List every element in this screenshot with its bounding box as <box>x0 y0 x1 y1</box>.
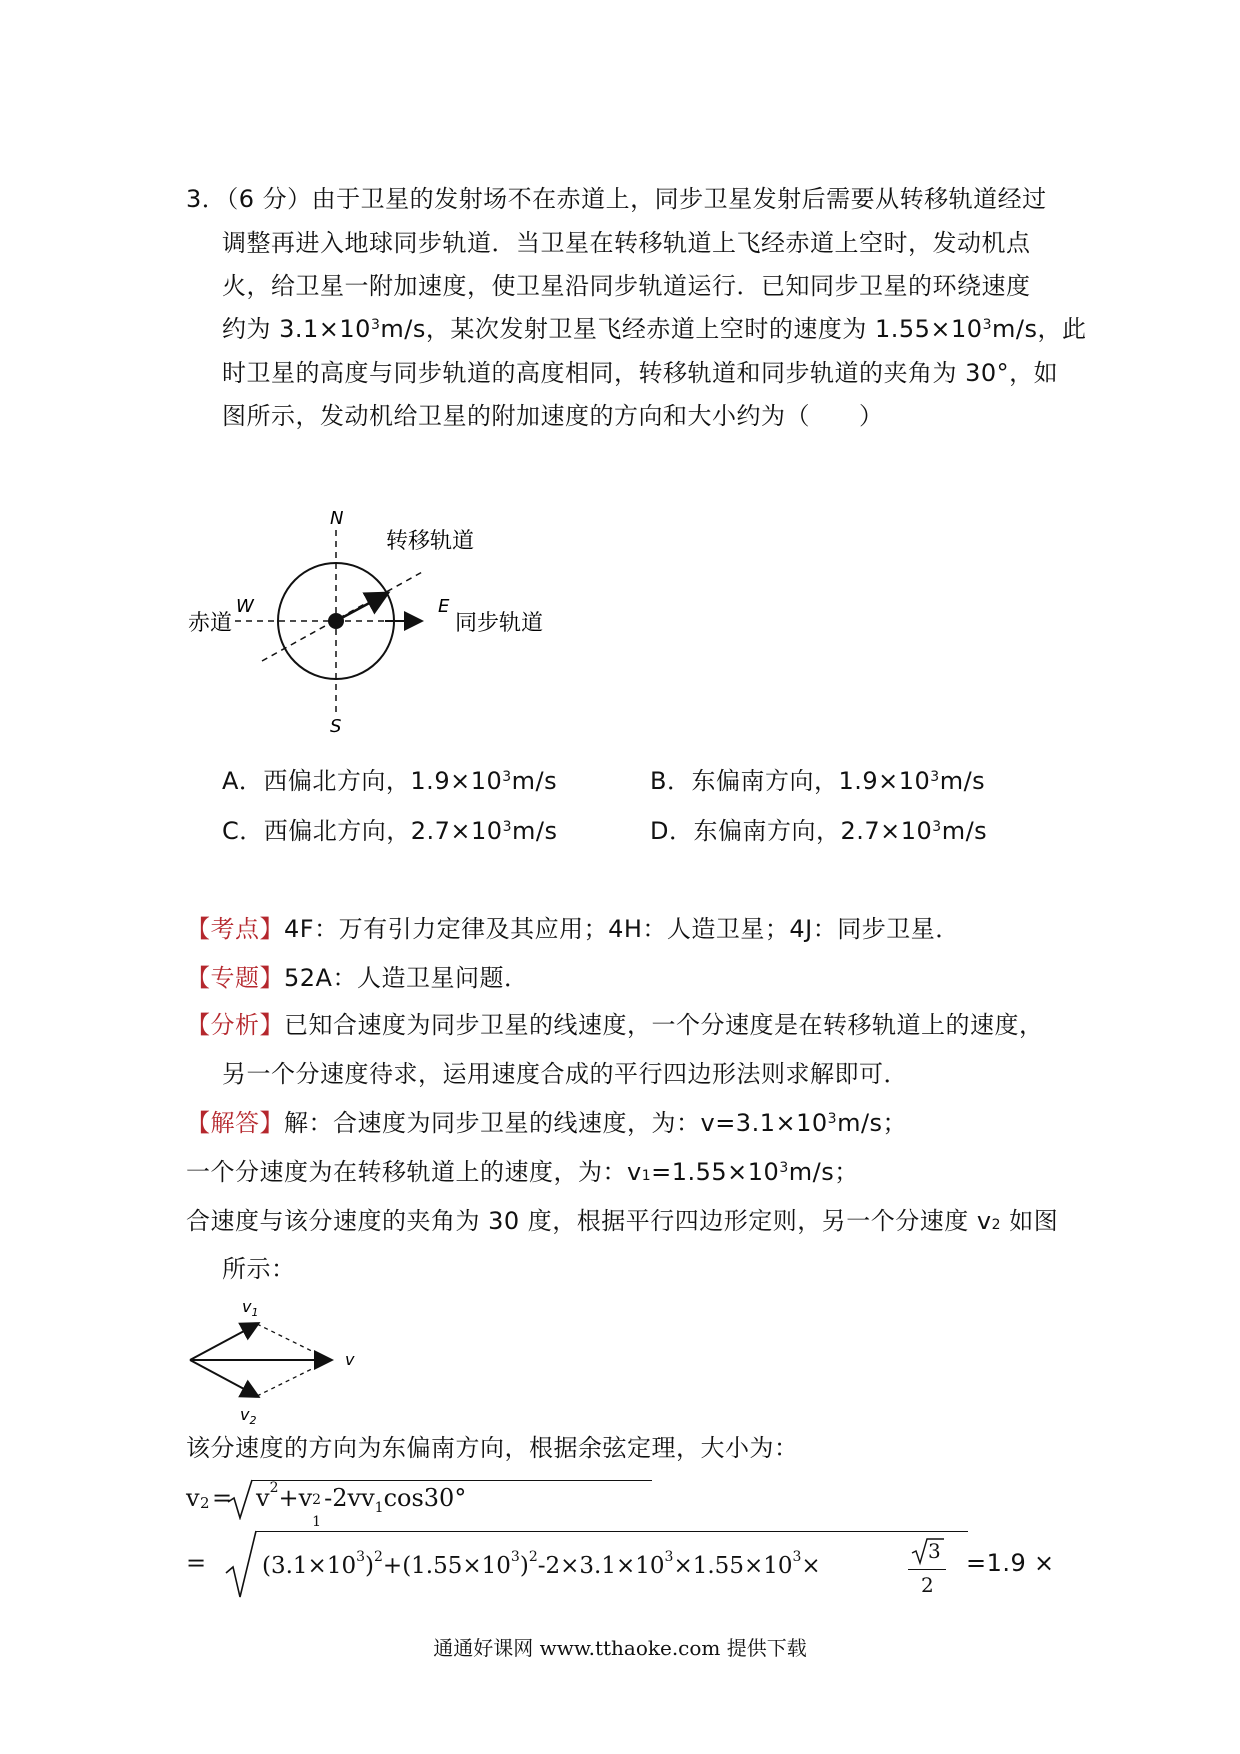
option-a[interactable]: A．西偏北方向，$1.9\times 10^3m/s$ <box>222 767 558 795</box>
dashed-v1-v <box>257 1324 330 1360</box>
kaodian-tag: 【考点】 <box>186 915 284 943</box>
fraction: 3 2 <box>908 1535 948 1601</box>
north-label: N <box>330 508 344 529</box>
south-label: S <box>330 716 342 733</box>
orbit-diagram <box>180 508 560 733</box>
sync-orbit-label: 同步轨道 <box>455 611 544 636</box>
sqrt-sign-2 <box>224 1529 260 1599</box>
question-line-1: 3．（6 分）由于卫星的发射场不在赤道上，同步卫星发射后需要从转移轨道经过 <box>186 185 1047 213</box>
page-footer: 通通好课网 www.tthaoke.com 提供下载 <box>433 1636 807 1660</box>
question-line-6: 图所示，发动机给卫星的附加速度的方向和大小约为（ ） <box>222 402 884 430</box>
v2-label: $v_2$ <box>240 1405 257 1427</box>
v-label: v <box>345 1350 355 1369</box>
fenxi-line-1: 【分析】已知合速度为同步卫星的线速度，一个分速度是在转移轨道上的速度， <box>186 1011 1044 1039</box>
question-line-2: 调整再进入地球同步轨道．当卫星在转移轨道上飞经赤道上空时，发动机点 <box>222 229 1031 257</box>
transfer-velocity-arrow <box>336 594 386 621</box>
option-d[interactable]: D．东偏南方向，$2.7\times 10^3m/s$ <box>650 817 988 845</box>
formula-line-2: = $(3.1\times 10^3)^2+(1.55\times 10^3)^2-2\times 3.1\times 10^3\times 1.55\times 10^3\times$ 3 2 =1.9 × <box>186 1525 1056 1605</box>
jieda-line: 【解答】解：合速度为同步卫星的线速度，为：$v=3.1\times 10^3m/s$； <box>186 1109 908 1137</box>
west-label: W <box>236 596 254 617</box>
v2-vector <box>190 1360 257 1396</box>
solution-line-4: 所示： <box>222 1255 296 1283</box>
question-line-5: 时卫星的高度与同步轨道的高度相同，转移轨道和同步轨道的夹角为 30°，如 <box>222 359 1059 387</box>
question-line-3: 火，给卫星一附加速度，使卫星沿同步轨道运行．已知同步卫星的环绕速度 <box>222 272 1031 300</box>
option-c[interactable]: C．西偏北方向，$2.7\times 10^3m/s$ <box>222 817 558 845</box>
v1-label: $v_1$ <box>242 1297 259 1319</box>
solution-line-5: 该分速度的方向为东偏南方向，根据余弦定理，大小为： <box>186 1434 799 1462</box>
question-line-4: 约为 $3.1\times 10^3m/s$，某次发射卫星飞经赤道上空时的速度为 $1.55\times 10^3m/s$，此 <box>222 315 1087 343</box>
zhuanti-line: 【专题】52A：人造卫星问题． <box>186 964 529 992</box>
solution-line-2: 一个分速度为在转移轨道上的速度，为：$v_1=1.55\times 10^3m/s$； <box>186 1158 859 1186</box>
sqrt-sign-1 <box>226 1478 256 1520</box>
jieda-tag: 【解答】 <box>186 1109 284 1137</box>
option-b[interactable]: B．东偏南方向，$1.9\times 10^3m/s$ <box>650 767 986 795</box>
fenxi-tag: 【分析】 <box>186 1011 284 1039</box>
v1-vector <box>190 1324 257 1360</box>
transfer-orbit-label: 转移轨道 <box>386 529 475 554</box>
fenxi-line-2: 另一个分速度待求，运用速度合成的平行四边形法则求解即可． <box>222 1060 908 1088</box>
solution-line-3: 合速度与该分速度的夹角为 30 度，根据平行四边形定则，另一个分速度 $v_2$ 如图 <box>186 1207 1059 1235</box>
zhuanti-tag: 【专题】 <box>186 964 284 992</box>
vector-diagram <box>180 1290 370 1440</box>
kaodian-line: 【考点】4F：万有引力定律及其应用；4H：人造卫星；4J：同步卫星． <box>186 915 960 943</box>
equator-label: 赤道 <box>188 611 233 636</box>
dashed-v2-v <box>257 1360 330 1396</box>
east-label: E <box>438 596 450 617</box>
